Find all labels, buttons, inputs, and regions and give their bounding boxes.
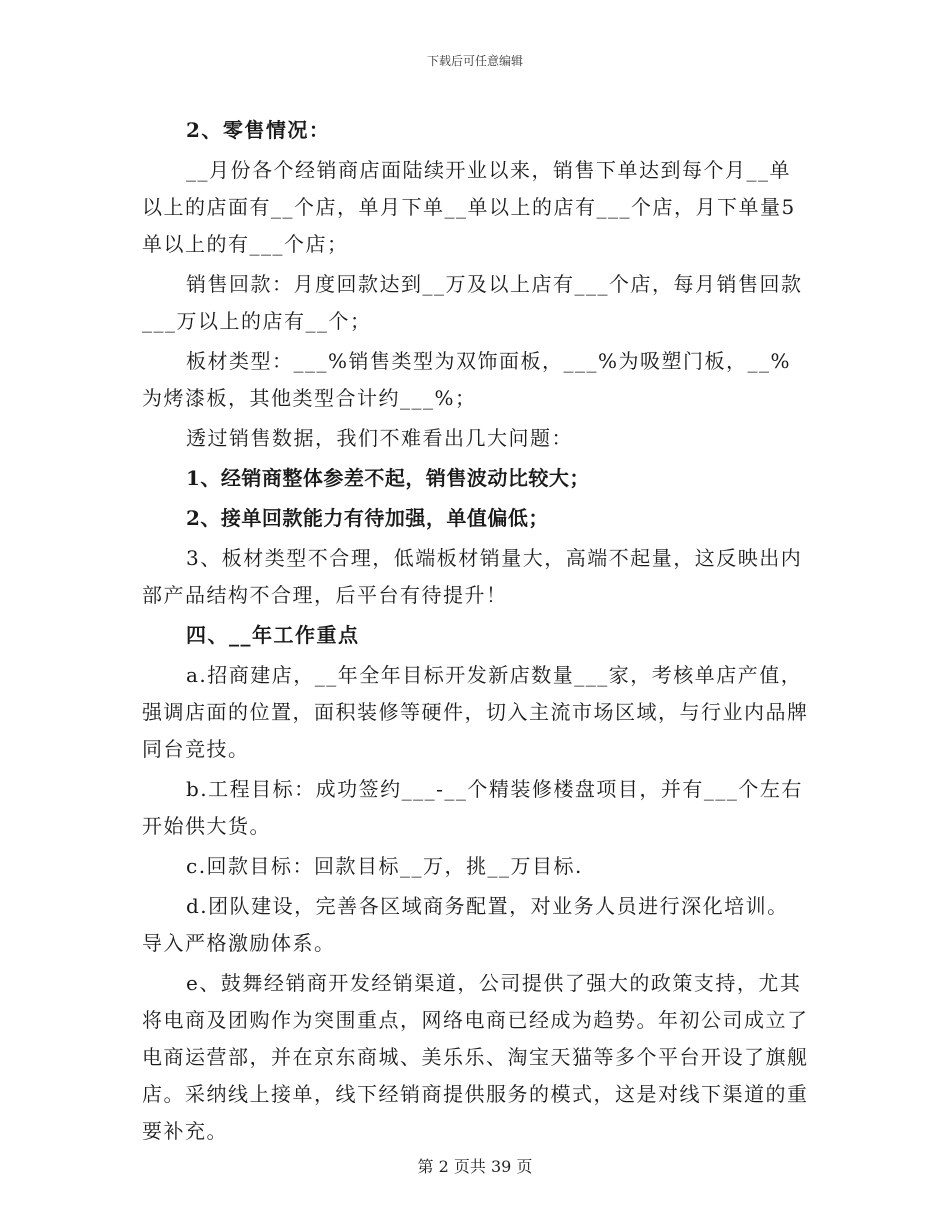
paragraph-item-b: b.工程目标：成功签约___-__个精装修楼盘项目，并有___个左右开始供大货。 (142, 777, 803, 838)
paragraph-item-d: d.团队建设，完善各区域商务配置，对业务人员进行深化培训。导入严格激励体系。 (142, 894, 789, 955)
document-body (142, 112, 810, 1153)
paragraph-item-c: c.回款目标：回款目标__万，挑__万目标. (186, 854, 583, 878)
paragraph-store-orders: __月份各个经销商店面陆续开业以来，销售下单达到每个月__单以上的店面有__个店，单月下单__单以上的店有___个店，月下单量5单以上的有___个店； (142, 158, 796, 256)
paragraph-sales-payment: 销售回款：月度回款达到__万及以上店有___个店，每月销售回款___万以上的店有__个； (142, 272, 803, 333)
paragraph-problem-3: 3、板材类型不合理，低端板材销量大，高端不起量，这反映出内部产品结构不合理，后平台有待提升！ (142, 546, 803, 607)
paragraph-problems-intro: 透过销售数据，我们不难看出几大问题： (186, 426, 573, 450)
page-footer: 第 2 页共 39 页 (417, 1157, 533, 1176)
paragraph-retail-heading: 2、零售情况： (186, 118, 331, 142)
page-header: 下载后可任意编辑 (426, 54, 523, 68)
paragraph-board-types: 板材类型：___%销售类型为双饰面板，___%为吸塑门板，__%为烤漆板，其他类型合计约___%； (142, 349, 792, 410)
paragraph-problem-1: 1、经销商整体参差不起，销售波动比较大； (186, 466, 590, 490)
paragraph-item-e: e、鼓舞经销商开发经销渠道，公司提供了强大的政策支持，尤其将电商及团购作为突围重点，网络电商已经成为趋势。年初公司成立了电商运营部，并在京东商城、美乐乐、淘宝天猫等多个平台开设了旗舰店。采纳线上接单，线下经销商提供服务的模式，这是对线下渠道的重要补充。 (142, 971, 809, 1143)
paragraph-item-a: a.招商建店，__年全年目标开发新店数量___家，考核单店产值，强调店面的位置，面积装修等硬件，切入主流市场区域，与行业内品牌同台竞技。 (142, 663, 809, 761)
paragraph-section-4-heading: 四、__年工作重点 (186, 623, 360, 647)
paragraph-problem-2: 2、接单回款能力有待加强，单值偏低； (186, 506, 549, 530)
